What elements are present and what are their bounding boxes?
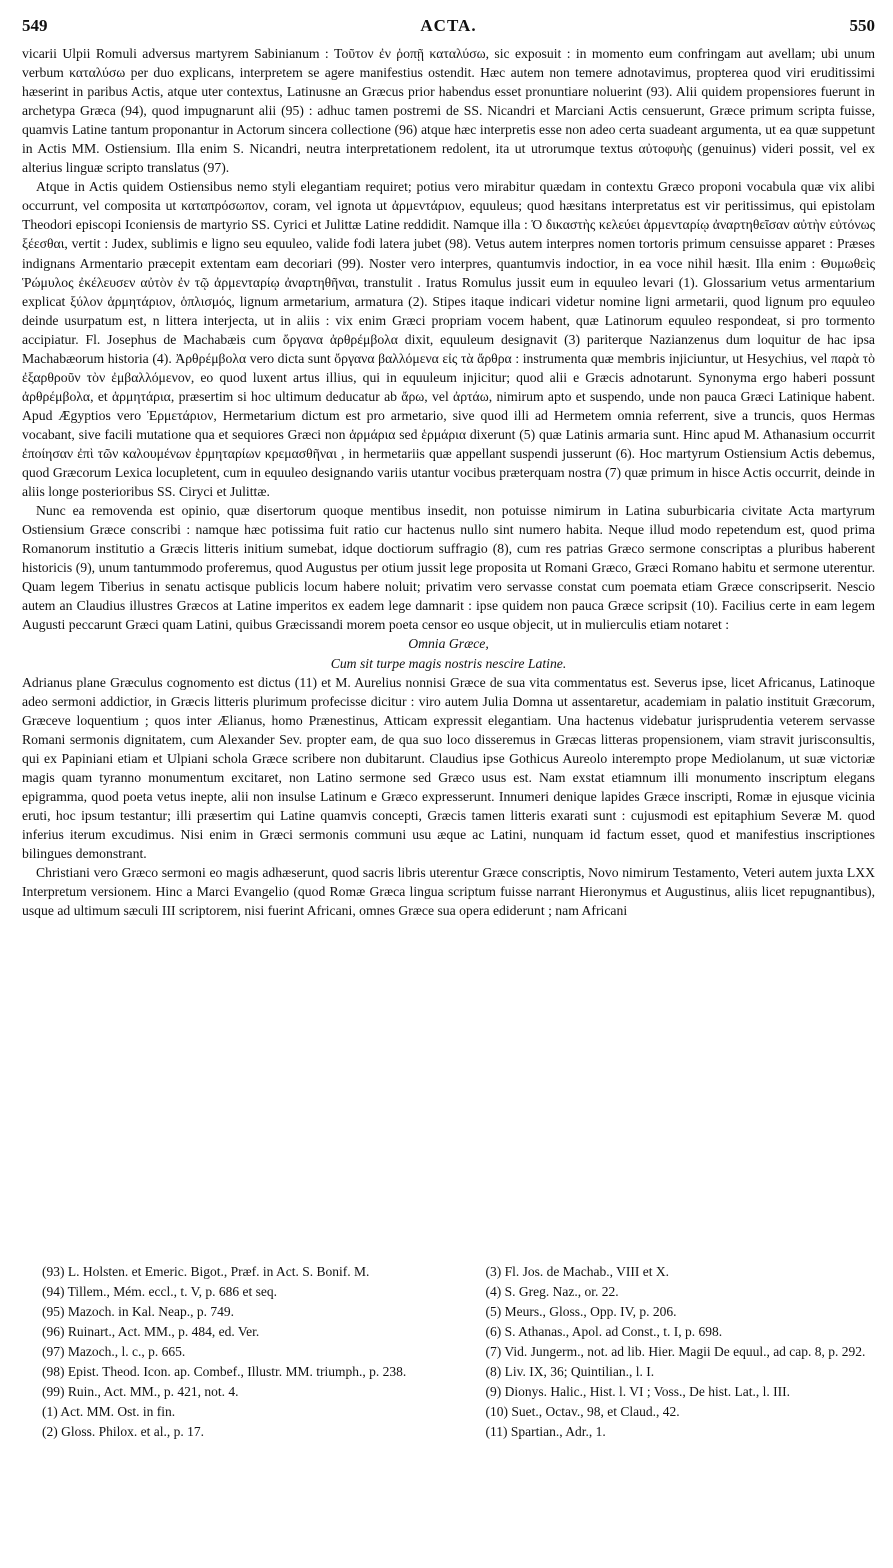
footnote: (6) S. Athanas., Apol. ad Const., t. I, p. 698. — [485, 1323, 723, 1339]
footnote: (95) Mazoch. in Kal. Neap., p. 749. — [42, 1303, 234, 1319]
running-title: ACTA. — [420, 16, 477, 35]
paragraph: vicarii Ulpii Romuli adversus martyrem Sabinianum : Τοῦτον ἐν ῥοπῇ καταλύσω, sic exposuit : in momento eum confringam aut avellam; ubi unum verbum καταλύσω per duo explicans, interpretem se agere manifestius ostendit. Hæc autem non temere adnotavimus, propterea quod viri eruditissimi hæserint in paribus Actis, atque uter contextus, Latinusne an Græcus prior habendus esset pronuntiare noluerint (93). Alii quidem propensiores fuerunt in archetypa Græca (94), quod impugnarunt alii (95) : adhuc tamen postremi de SS. Nicandri et Marciani Actis censuerunt, Græce primum scripta fuisse, quamvis Latine tantum proponantur in Actorum sincera collectione (96) atque hæc interpretis esse non adeo certa suadeant argumenta, ut ea quæ suppetunt in Actis MM. Ostiensium. Illa enim S. Nicandri, neutra interpretationem redolent, ita ut utrorumque textus αὐτοφυὴς (genuinus) videri possit, vel ex alterius linguæ scripto translatus (97). — [22, 46, 875, 176]
footnote: (1) Act. MM. Ost. in fin. — [42, 1403, 176, 1419]
footnote: (10) Suet., Octav., 98, et Claud., 42. — [485, 1403, 680, 1419]
footnote: (99) Ruin., Act. MM., p. 421, not. 4. — [42, 1383, 239, 1399]
left-page-number: 549 — [22, 16, 48, 35]
paragraph: Atque in Actis quidem Ostiensibus nemo styli elegantiam requiret; potius vero mirabitur quædam in contextu Græco proponi vocabula quæ vix alibi occurrunt, vel composita ut καταπρόσωπον, coram, vel ignota ut ἀρμεντάριον, equuleus; quod hæsitans interpretatus est vir peritissimus, qui epistolam Theodori episcopi Iconiensis de martyrio SS. Cyrici et Julittæ Latine reddidit. Namque illa : Ὁ δικαστὴς κελεύει ἀρμενταρίῳ ἀναρτηθεῖσαν αὐτὴν εὐτόνως ξέεσθαι, vertit : Judex, sublimis e ligno seu equuleo, valide fodi latera jubet (98). Vetus autem interpres nomen tortoris primum censuisse apparet : Præses indignans Armentario præcepit extentam eam decoriari (99). Noster vero interpres, quantumvis indoctior, in ea voce nihil hæsit. Illa enim : Θυμωθεὶς Ῥώμυλος ἐκέλευσεν αὐτὸν ἐν τῷ ἀρμενταρίῳ ἀναρτηθῆναι, transtulit . Iratus Romulus jussit eum in equuleo levari (1). Glossarium vetus armentarium explicat ξύλον ἁρμητάριον, ὁπλισμός, lignum armetarium, armatura (2). Stipes itaque indicari videtur nomine ligni armetarii, quod lignum pro equuleo deinde usurpatum est, n littera interjecta, ut in aliis : vix enim Græci propriam vocem habent, quæ Latinorum equuleo respondeat, si pro tormento accipiatur. Fl. Josephus de Machabæis cum ὄργανα ἀρθρέμβολα dixit, equuleum designavit (3) pariterque Nazianzenus dum loquitur de hac ipsa Machabæorum historia (4). Ἀρθρέμβολα vero dicta sunt ὄργανα βαλλόμενα εἰς τὰ ἄρθρα : instrumenta quæ membris injiciuntur, ut Hesychius, vel παρὰ τὸ ἐξαρθροῦν τὸν ἐμβαλλόμενον, eo quod luxent artus illius, qui in equuleum injicitur; quod alii e Græcis adnotarunt. Synonyma ergo haberi possunt ἀρθρέμβολα, et ἁρμητάρια, præsertim si hoc ultimum deducatur ab ἄρω, vel ἀρτάω, nimirum apto et suspendo, unde non pauca Græci Latinique habent. Apud Ægyptios vero Ἑρμετάριον, Hermetarium dictum est pro armetario, sive quod illi ad Hermetem omnia referrent, sive a truncis, quos Hermas vocabant, sive facili mutatione qua et sequiores Græci non ἁρμάρια sed ἑρμάρια dixerunt (5) quæ Latinis armaria sunt. Hinc apud M. Athanasium occurrit ἐποίησαν ἐπὶ τῶν καλουμένων ἑρμηταρίων κρεμασθῆναι , in hermetariis quæ appellant suspendi jusserunt (6). Hoc martyrum Ostiensium Actis debemus, quod Græcorum Lexica locupletent, cum in equuleo designando variis utantur vocibus præterquam nostra (7) quæ primum in hisce Actis occurrit, deinde in aliis longe posterioribus SS. Ciryci et Julittæ. — [22, 179, 875, 500]
footnote: (98) Epist. Theod. Icon. ap. Combef., Illustr. MM. triumph., p. 238. — [42, 1363, 407, 1379]
footnotes-left-column — [22, 1262, 431, 1442]
footnote: (9) Dionys. Halic., Hist. l. VI ; Voss., De hist. Lat., l. III. — [485, 1383, 791, 1399]
footnotes-right-column — [466, 1262, 875, 1442]
paragraph: Nunc ea removenda est opinio, quæ disertorum quoque mentibus insedit, non potuisse nimirum in Latina suburbicaria civitate Acta martyrum Ostiensium Græce conscribi : namque hæc potissima fuit ratio cur hactenus nullo sint numero habita. Neque illud modo repetendum est, quod prima Romanorum institutio a Græcis litteris initium sumebat, idque doctiorum suffragio (8), cum res patrias Græco sermone conscriptas a pluribus haberent historicis (9), unum tantummodo proferemus, quod Augustus per otium jussit lege proposita ut Romani Græco, Græci Romano habitu et sermone uterentur. Quam legem Tiberius in senatu actisque publicis locum habere noluit; privatim vero servasse constat cum poemata etiam Græce conscripserit. Nescio autem an Claudius illustres Græcos at Latine imperitos ex eadem lege damnarit : ipse quidem non pauca Græce scripsit (10). Facilius certe in eam legem Augusti peccarunt Græci quam Latini, quibus Græcissandi morem poeta censor eo usque objecit, ut in mulierculis etiam notaret : — [22, 503, 875, 633]
footnote: (8) Liv. IX, 36; Quintilian., l. I. — [485, 1363, 655, 1379]
verse-line: Cum sit turpe magis nostris nescire Latine. — [330, 655, 567, 671]
footnote: (2) Gloss. Philox. et al., p. 17. — [42, 1423, 204, 1439]
verse-line: Omnia Græce, — [408, 636, 489, 652]
running-header — [22, 16, 875, 42]
footnote: (5) Meurs., Gloss., Opp. IV, p. 206. — [485, 1303, 677, 1319]
paragraph: Christiani vero Græco sermoni eo magis adhæserunt, quod sacris libris uterentur Græce conscriptis, Novo nimirum Testamento, Veteri autem juxta LXX Interpretum versionem. Hinc a Marci Evangelio (quod Romæ Græca lingua scriptum fuisse narrant Hieronymus et Augustinus, aliis licet repugnantibus), usque ad ultimum sæculi III scriptorem, nisi fuerint Africani, omnes Græce sua opera ediderunt ; nam Africani — [22, 865, 875, 919]
footnote: (97) Mazoch., l. c., p. 665. — [42, 1343, 186, 1359]
footnote: (7) Vid. Jungerm., not. ad lib. Hier. Magii De equul., ad cap. 8, p. 292. — [485, 1343, 866, 1359]
right-page-number: 550 — [849, 16, 875, 35]
main-text — [22, 44, 875, 1240]
paragraph: Adrianus plane Græculus cognomento est dictus (11) et M. Aurelius nonnisi Græce de sua vita commentatus est. Severus ipse, licet Africanus, Latinoque adeo sermoni addictior, in Græcis litteris plurimum profecisse dicitur : viro autem Julia Domna ut assentaretur, academiam in palatio instituit Græcorum, Græceve loquentium ; quos inter Ælianus, homo Prænestinus, Atticam expressit elegantiam. Una hactenus videbatur jurisprudentia veterem servasse Romani sermonis dignitatem, cum Alexander Sev. propter eam, de qua suo loco disseremus in Græcas litteras propensionem, viam stravit jurisconsultis, qui ex Papiniani etiam et Ulpiani schola Græce scribere non dubitarunt. Claudius ipse Gothicus Aureolo interempto prope Mediolanum, ut suæ victoriæ magis quam tyranno monumentum excitaret, non Latino sermone sed Græco usus est. Nam exstat etiamnum illi monumento inscriptum elegans epigramma, quod poeta vetus inepte, alii non insulse Latinum e Græco expresserunt. Innumeri denique lapides Græce inscripti, Romæ in ejusque vicinia eruti, hoc ipsum testantur; illi præsertim qui Latine quamvis concepti, Græcis tamen litteris exarati sunt : cujusmodi est epitaphium Severæ M. quod inferius iterum excudimus. Nisi enim in Græci sermonis communi usu æque ac Latini, nunquam id factum esset, quod et manifestius inscriptiones bilingues demonstrant. — [22, 674, 875, 861]
footnote: (3) Fl. Jos. de Machab., VIII et X. — [485, 1264, 670, 1279]
footnotes — [22, 1262, 875, 1558]
footnote: (93) L. Holsten. et Emeric. Bigot., Præf. in Act. S. Bonif. M. — [42, 1264, 370, 1279]
footnote: (11) Spartian., Adr., 1. — [485, 1423, 606, 1439]
footnote: (96) Ruinart., Act. MM., p. 484, ed. Ver. — [42, 1323, 260, 1339]
footnote: (94) Tillem., Mém. eccl., t. V, p. 686 et seq. — [42, 1283, 277, 1299]
footnote: (4) S. Greg. Naz., or. 22. — [485, 1283, 619, 1299]
